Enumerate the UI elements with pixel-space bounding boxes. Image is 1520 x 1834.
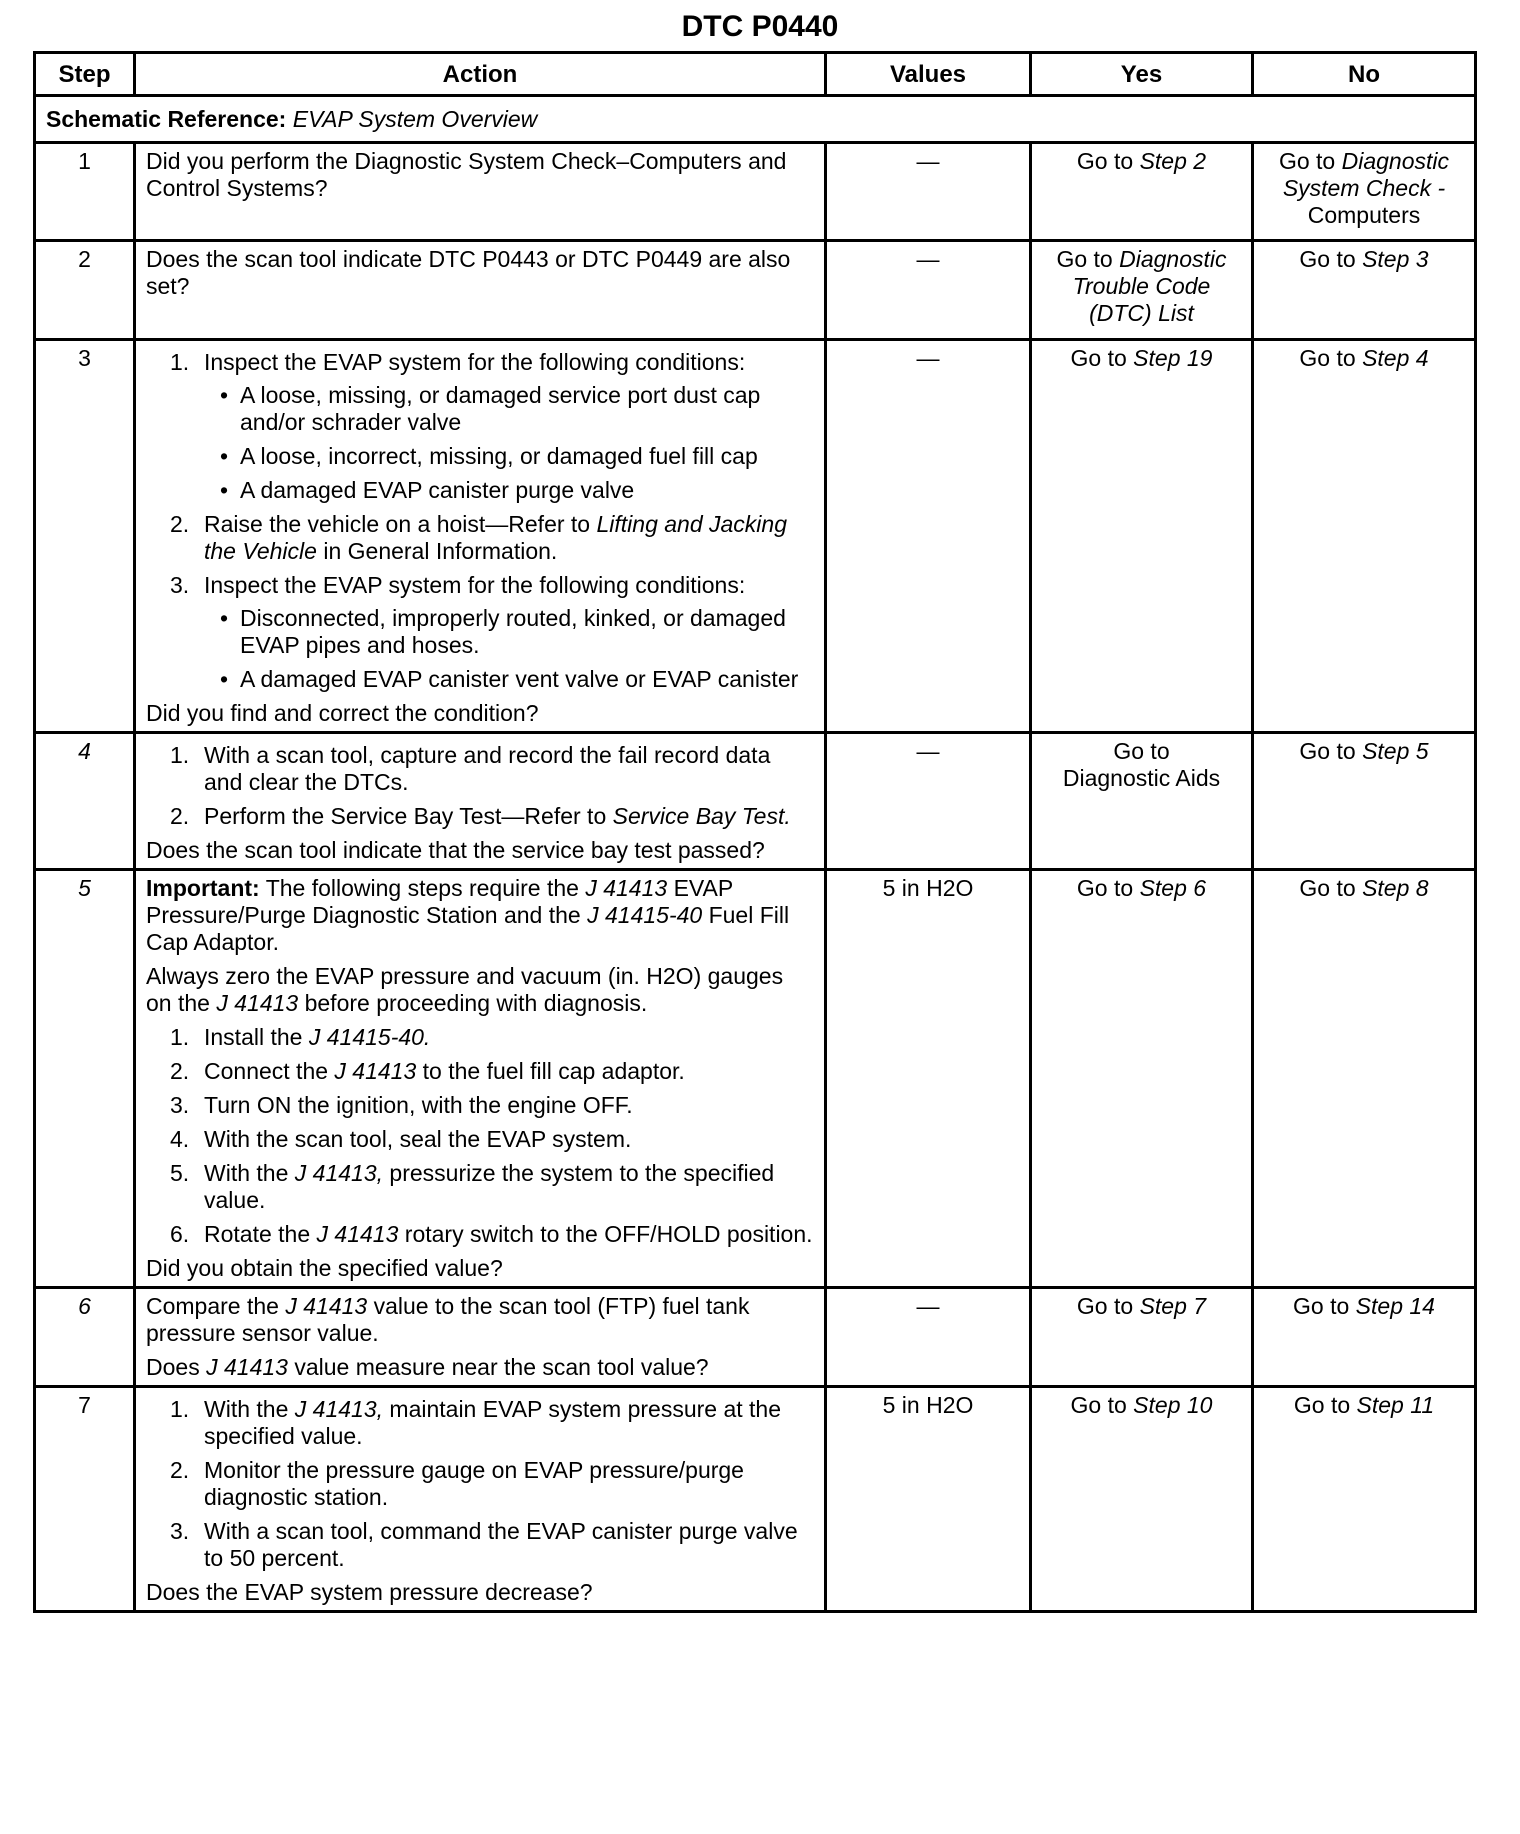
values-cell: 5 in H2O bbox=[826, 870, 1031, 1288]
schematic-reference bbox=[35, 96, 1476, 143]
procedure-list bbox=[146, 349, 814, 693]
yes-link[interactable]: Diagnostic Trouble Code (DTC) List bbox=[1072, 246, 1227, 326]
header-no: No bbox=[1253, 53, 1476, 96]
yes-link[interactable]: Step 10 bbox=[1133, 1392, 1213, 1418]
yes-link[interactable]: Step 2 bbox=[1139, 148, 1207, 174]
no-cell bbox=[1253, 340, 1476, 733]
step-number: 7 bbox=[35, 1387, 135, 1612]
table-row bbox=[35, 870, 1476, 1288]
list-item: 1. With the J 41413, maintain EVAP system pressure at the specified value. bbox=[170, 1396, 782, 1449]
go-to-label: Go to bbox=[1278, 148, 1336, 174]
procedure-text: Rotate the bbox=[204, 1221, 311, 1247]
go-to-label: Go to bbox=[1299, 246, 1356, 272]
no-link[interactable]: Step 14 bbox=[1355, 1293, 1435, 1319]
no-link-tail: Computers bbox=[1307, 202, 1421, 228]
tool-ref: J 41413 bbox=[334, 1058, 417, 1084]
values-cell: — bbox=[826, 143, 1031, 241]
header-action: Action bbox=[135, 53, 826, 96]
tool-ref: J 41413 bbox=[585, 875, 668, 901]
go-to-label: Go to bbox=[1076, 1293, 1134, 1319]
step-number: 1 bbox=[35, 143, 135, 241]
procedure-text: Turn ON the ignition, with the engine OFF. bbox=[204, 1092, 633, 1118]
schematic-label: Schematic Reference: bbox=[46, 105, 287, 132]
action-text: Did you perform the Diagnostic System Check–Computers and Control Systems? bbox=[146, 148, 787, 201]
action-cell bbox=[135, 733, 826, 870]
yes-cell bbox=[1031, 1288, 1253, 1387]
procedure-text: Install the bbox=[204, 1024, 303, 1050]
tool-ref: J 41413, bbox=[294, 1396, 384, 1422]
yes-link[interactable]: Step 7 bbox=[1139, 1293, 1207, 1319]
go-to-label: Go to bbox=[1076, 875, 1134, 901]
go-to-label: Go to bbox=[1070, 1392, 1127, 1418]
tool-ref: J 41415-40. bbox=[308, 1024, 431, 1050]
values-cell: — bbox=[826, 733, 1031, 870]
tool-ref: J 41415-40 bbox=[587, 902, 703, 928]
procedure-text: With the bbox=[204, 1396, 289, 1422]
list-item: 2. Perform the Service Bay Test—Refer to Service Bay Test. bbox=[170, 803, 791, 829]
procedure-list bbox=[146, 742, 814, 830]
table-row bbox=[35, 143, 1476, 241]
list-item: 3. Turn ON the ignition, with the engine OFF. bbox=[170, 1092, 633, 1118]
procedure-text: value measure near the scan tool value? bbox=[294, 1354, 709, 1380]
values-cell: — bbox=[826, 241, 1031, 340]
procedure-text: With a scan tool, command the EVAP canister purge valve to 50 percent. bbox=[204, 1518, 798, 1571]
reference-link[interactable]: Service Bay Test. bbox=[612, 803, 791, 829]
no-link[interactable]: Step 4 bbox=[1362, 345, 1429, 371]
yes-cell bbox=[1031, 733, 1253, 870]
procedure-text: Perform the Service Bay Test—Refer to bbox=[204, 803, 607, 829]
schematic-link[interactable]: EVAP System Overview bbox=[292, 105, 538, 132]
header-step: Step bbox=[35, 53, 135, 96]
values-cell: — bbox=[826, 1288, 1031, 1387]
go-to-label: Go to bbox=[1056, 246, 1113, 272]
tool-ref: J 41413 bbox=[216, 990, 299, 1016]
table-row bbox=[35, 340, 1476, 733]
table-row bbox=[35, 1288, 1476, 1387]
procedure-text: Inspect the EVAP system for the following conditions: bbox=[204, 349, 746, 375]
question-text: Did you obtain the specified value? bbox=[146, 1255, 503, 1281]
yes-link[interactable]: Step 6 bbox=[1139, 875, 1207, 901]
bullet-item: • A loose, incorrect, missing, or damaged fuel fill cap bbox=[204, 443, 814, 470]
bullet-item: • A damaged EVAP canister vent valve or EVAP canister bbox=[204, 666, 814, 693]
header-yes: Yes bbox=[1031, 53, 1253, 96]
go-to-label: Go to bbox=[1076, 148, 1134, 174]
procedure-text: Raise the vehicle on a hoist—Refer to bbox=[204, 511, 591, 537]
procedure-text: With the bbox=[204, 1160, 289, 1186]
list-item: 3. Inspect the EVAP system for the following conditions: • Disconnected, improperly routed, kinked, or damaged EVAP pipes and hoses. • A damaged EVAP canister vent valve or EVAP canister bbox=[146, 572, 814, 693]
no-cell bbox=[1253, 1387, 1476, 1612]
no-cell bbox=[1253, 241, 1476, 340]
list-item: 1. With a scan tool, capture and record the fail record data and clear the DTCs. bbox=[170, 742, 771, 795]
go-to-label: Go to bbox=[1293, 1392, 1351, 1418]
bullet-item: • A loose, missing, or damaged service port dust cap and/or schrader valve bbox=[204, 382, 814, 436]
page-title: DTC P0440 bbox=[681, 10, 839, 43]
bullet-item: • A damaged EVAP canister purge valve bbox=[204, 477, 814, 504]
note-text: before proceeding with diagnosis. bbox=[304, 990, 648, 1016]
procedure-text: maintain EVAP system pressure at the specified value. bbox=[204, 1396, 782, 1449]
question-text: Does the EVAP system pressure decrease? bbox=[146, 1579, 593, 1605]
question-text: Did you find and correct the condition? bbox=[146, 700, 539, 726]
list-item: 2. Raise the vehicle on a hoist—Refer to Lifting and Jacking the Vehicle in General Information. bbox=[170, 511, 787, 564]
procedure-text: Compare the bbox=[146, 1293, 279, 1319]
action-cell bbox=[135, 241, 826, 340]
procedure-text: With a scan tool, capture and record the fail record data and clear the DTCs. bbox=[204, 742, 771, 795]
go-to-label: Go to bbox=[1299, 875, 1356, 901]
reference-link[interactable]: Lifting and Jacking the Vehicle bbox=[204, 511, 787, 564]
tool-ref: J 41413 bbox=[285, 1293, 368, 1319]
tool-ref: J 41413 bbox=[316, 1221, 399, 1247]
yes-link[interactable]: Step 19 bbox=[1133, 345, 1213, 371]
go-to-label: Go to bbox=[1299, 738, 1356, 764]
procedure-text: value to the scan tool (FTP) fuel tank pressure sensor value. bbox=[146, 1293, 750, 1346]
step-number: 4 bbox=[35, 733, 135, 870]
yes-cell bbox=[1031, 1387, 1253, 1612]
tool-ref: J 41413 bbox=[206, 1354, 288, 1380]
no-link[interactable]: Diagnostic System Check - bbox=[1282, 148, 1450, 201]
action-cell bbox=[135, 870, 826, 1288]
list-item: 4. With the scan tool, seal the EVAP system. bbox=[170, 1126, 632, 1152]
important-note bbox=[146, 875, 814, 956]
question-text: Does the scan tool indicate that the service bay test passed? bbox=[146, 837, 765, 863]
schematic-row bbox=[35, 96, 1476, 143]
values-cell: 5 in H2O bbox=[826, 1387, 1031, 1612]
no-link[interactable]: Step 5 bbox=[1362, 738, 1429, 764]
procedure-text: Connect the bbox=[204, 1058, 329, 1084]
diagnostic-table bbox=[33, 51, 1477, 1613]
procedure-text: With the scan tool, seal the EVAP system. bbox=[204, 1126, 632, 1152]
procedure-text: to the fuel fill cap adaptor. bbox=[422, 1058, 685, 1084]
step-number: 5 bbox=[35, 870, 135, 1288]
no-cell bbox=[1253, 1288, 1476, 1387]
table-row bbox=[35, 733, 1476, 870]
list-item: 1. Inspect the EVAP system for the following conditions: • A loose, missing, or damaged service port dust cap and/or schrader valve • A loose, incorrect, missing, or damaged fuel fill cap • A damaged EVAP canister purge valve bbox=[146, 349, 814, 504]
question-text bbox=[146, 1354, 814, 1381]
procedure-list bbox=[146, 1396, 814, 1572]
procedure-list bbox=[146, 1024, 814, 1248]
yes-cell bbox=[1031, 143, 1253, 241]
important-label: Important: bbox=[146, 875, 260, 901]
no-link[interactable]: Step 8 bbox=[1362, 875, 1429, 901]
list-item: 2. Connect the J 41413 to the fuel fill cap adaptor. bbox=[170, 1058, 685, 1084]
values-cell: — bbox=[826, 340, 1031, 733]
tool-ref: J 41413, bbox=[294, 1160, 384, 1186]
bullet-item: • Disconnected, improperly routed, kinked, or damaged EVAP pipes and hoses. bbox=[204, 605, 814, 659]
action-cell bbox=[135, 1387, 826, 1612]
action-cell bbox=[135, 143, 826, 241]
procedure-text: Does bbox=[146, 1354, 200, 1380]
list-item: 6. Rotate the J 41413 rotary switch to the OFF/HOLD position. bbox=[170, 1221, 813, 1247]
zero-note bbox=[146, 963, 814, 1017]
note-text: Always zero the EVAP pressure and vacuum (in. H2O) gauges on the bbox=[146, 963, 784, 1016]
go-to-label: Go to bbox=[1113, 738, 1170, 764]
table-header-row bbox=[35, 53, 1476, 96]
no-cell bbox=[1253, 870, 1476, 1288]
table-row bbox=[35, 1387, 1476, 1612]
list-item: 5. With the J 41413, pressurize the system to the specified value. bbox=[170, 1160, 775, 1213]
yes-link[interactable]: Diagnostic Aids bbox=[1062, 765, 1221, 791]
no-cell bbox=[1253, 733, 1476, 870]
procedure-text: Inspect the EVAP system for the following conditions: bbox=[204, 572, 746, 598]
step-number: 3 bbox=[35, 340, 135, 733]
procedure-text: in General Information. bbox=[323, 538, 558, 564]
yes-cell bbox=[1031, 241, 1253, 340]
yes-cell bbox=[1031, 870, 1253, 1288]
note-text: Fuel Fill Cap Adaptor. bbox=[146, 902, 790, 955]
note-text: The following steps require the bbox=[265, 875, 579, 901]
list-item: 2. Monitor the pressure gauge on EVAP pressure/purge diagnostic station. bbox=[170, 1457, 744, 1510]
step-number: 2 bbox=[35, 241, 135, 340]
step-number: 6 bbox=[35, 1288, 135, 1387]
go-to-label: Go to bbox=[1299, 345, 1356, 371]
bullet-list bbox=[204, 382, 814, 504]
list-item: 3. With a scan tool, command the EVAP canister purge valve to 50 percent. bbox=[170, 1518, 798, 1571]
no-link[interactable]: Step 3 bbox=[1362, 246, 1429, 272]
action-text bbox=[146, 1293, 814, 1347]
no-link[interactable]: Step 11 bbox=[1356, 1392, 1435, 1418]
note-text: EVAP Pressure/Purge Diagnostic Station and the bbox=[146, 875, 733, 928]
yes-cell bbox=[1031, 340, 1253, 733]
go-to-label: Go to bbox=[1293, 1293, 1350, 1319]
action-cell bbox=[135, 340, 826, 733]
header-values: Values bbox=[826, 53, 1031, 96]
procedure-text: pressurize the system to the specified value. bbox=[204, 1160, 775, 1213]
bullet-list bbox=[204, 605, 814, 693]
procedure-text: Monitor the pressure gauge on EVAP pressure/purge diagnostic station. bbox=[204, 1457, 744, 1510]
action-text: Does the scan tool indicate DTC P0443 or DTC P0449 are also set? bbox=[146, 246, 791, 299]
no-cell bbox=[1253, 143, 1476, 241]
go-to-label: Go to bbox=[1070, 345, 1127, 371]
procedure-text: rotary switch to the OFF/HOLD position. bbox=[404, 1221, 813, 1247]
action-cell bbox=[135, 1288, 826, 1387]
list-item: 1. Install the J 41415-40. bbox=[170, 1024, 431, 1050]
table-row bbox=[35, 241, 1476, 340]
